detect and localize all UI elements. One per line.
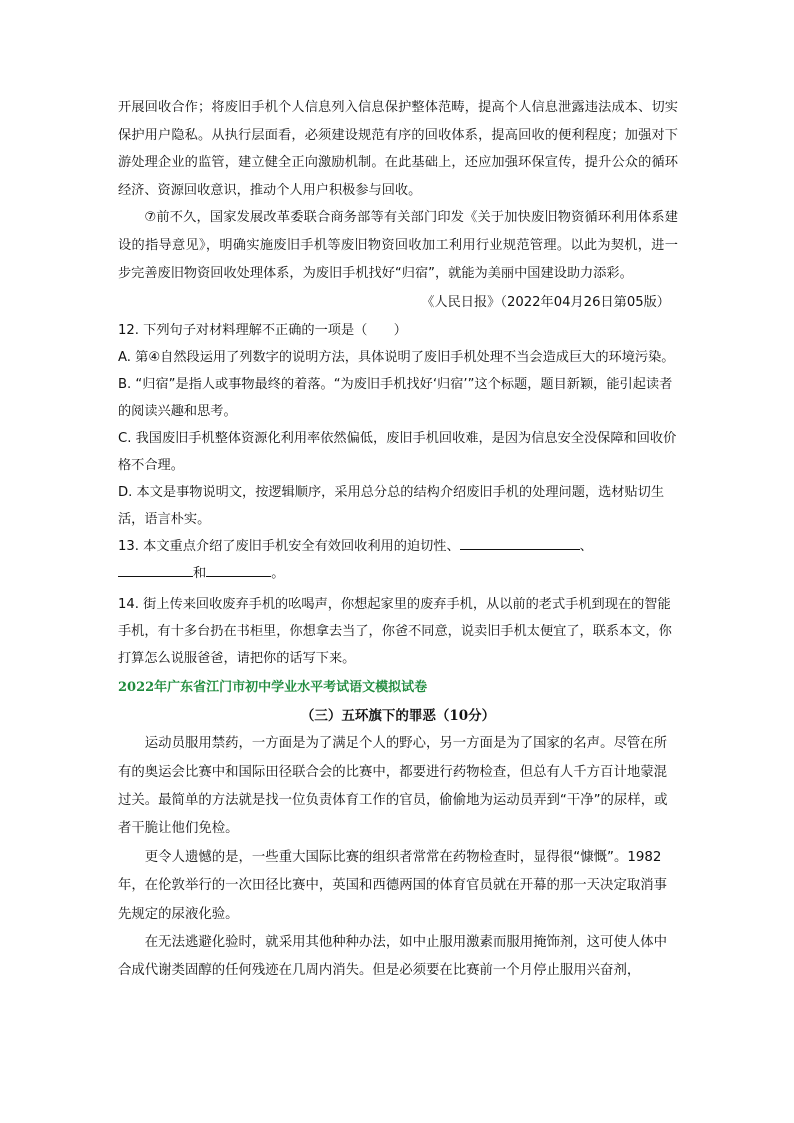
question-13-end: 。 (271, 566, 285, 582)
section-paragraph-1: 运动员服用禁药，一方面是为了满足个人的野心，另一方面是为了国家的名声。尽管在所有的奥运会比赛中和国际田径联合会的比赛中，都要进行药物检查，但总有人千方百计地蒙混过关。最简单的方法就是找一位负责体育工作的官员，偷偷地为运动员弄到“干净”的尿样，或者干脆让他们免检。 (118, 736, 668, 837)
article-source: 《人民日报》（2022年04月26日第05版） (421, 295, 670, 311)
exam-title: 2022年广东省江门市初中学业水平考试语文模拟试卷 (118, 680, 428, 696)
section-paragraph-2: 更令人遗憾的是，一些重大国际比赛的组织者常常在药物检查时，显得很“慷慨”。1982年，在伦敦举行的一次田径比赛中，英国和西德两国的体育官员就在开幕的那一天决定取消事先规定的尿液化验。 (118, 849, 668, 922)
option-c: C. 我国废旧手机整体资源化利用率依然偏低，废旧手机回收难，是因为信息安全没保障和回收价格不合理。 (118, 431, 677, 474)
question-13-and: 和 (193, 566, 207, 582)
answer-blank-1[interactable] (460, 535, 580, 550)
question-14: 14. 街上传来回收废弃手机的吆喝声，你想起家里的废弃手机，从以前的老式手机到现在的智能手机，有十多台扔在书柜里，你想拿去当了，你爸不同意，说卖旧手机太便宜了，联系本文，你打算怎么说服爸爸，请把你的话写下来。 (118, 597, 672, 667)
option-a: A. 第④自然段运用了列数字的说明方法，具体说明了废旧手机处理不当会造成巨大的环境污染。 (118, 350, 675, 366)
question-12: 12. 下列句子对材料理解不正确的一项是（ ） (118, 323, 407, 339)
answer-blank-2[interactable] (118, 562, 193, 577)
section-title: （三）五环旗下的罪恶（10分） (300, 708, 496, 725)
section-paragraph-3: 在无法逃避化验时，就采用其他种种办法，如中止服用激素而服用掩饰剂，这可使人体中合成代谢类固醇的任何残迹在几周内消失。但是必须要在比赛前一个月停止服用兴奋剂， (118, 935, 668, 979)
question-13 (118, 533, 678, 587)
article-paragraph-7: ⑦前不久，国家发展改革委联合商务部等有关部门印发《关于加快废旧物资循环利用体系建设的指导意见》，明确实施废旧手机等废旧物资回收加工利用行业规范管理。以此为契机，进一步完善废旧物资回收处理体系，为废旧手机找好“归宿”，就能为美丽中国建设助力添彩。 (118, 210, 678, 281)
option-b: B. “归宿”是指人或事物最终的着落。“为废旧手机找好‘归宿’”这个标题，题目新颖，能引起读者的阅读兴趣和思考。 (118, 377, 673, 420)
question-13-text: 13. 本文重点介绍了废旧手机安全有效回收利用的迫切性、 (118, 539, 460, 555)
question-13-comma: 、 (579, 539, 593, 555)
exam-page (118, 94, 678, 986)
option-d: D. 本文是事物说明文，按逻辑顺序，采用总分总的结构介绍废旧手机的处理问题，选材贴切生活，语言朴实。 (118, 485, 665, 528)
article-paragraph-6-continued: 开展回收合作；将废旧手机个人信息列入信息保护整体范畴，提高个人信息泄露违法成本、切实保护用户隐私。从执行层面看，必须建设规范有序的回收体系，提高回收的便利程度；加强对下游处理企业的监管，建立健全正向激励机制。在此基础上，还应加强环保宣传，提升公众的循环经济、资源回收意识，推动个人用户积极参与回收。 (118, 100, 678, 198)
answer-blank-3[interactable] (206, 562, 271, 577)
